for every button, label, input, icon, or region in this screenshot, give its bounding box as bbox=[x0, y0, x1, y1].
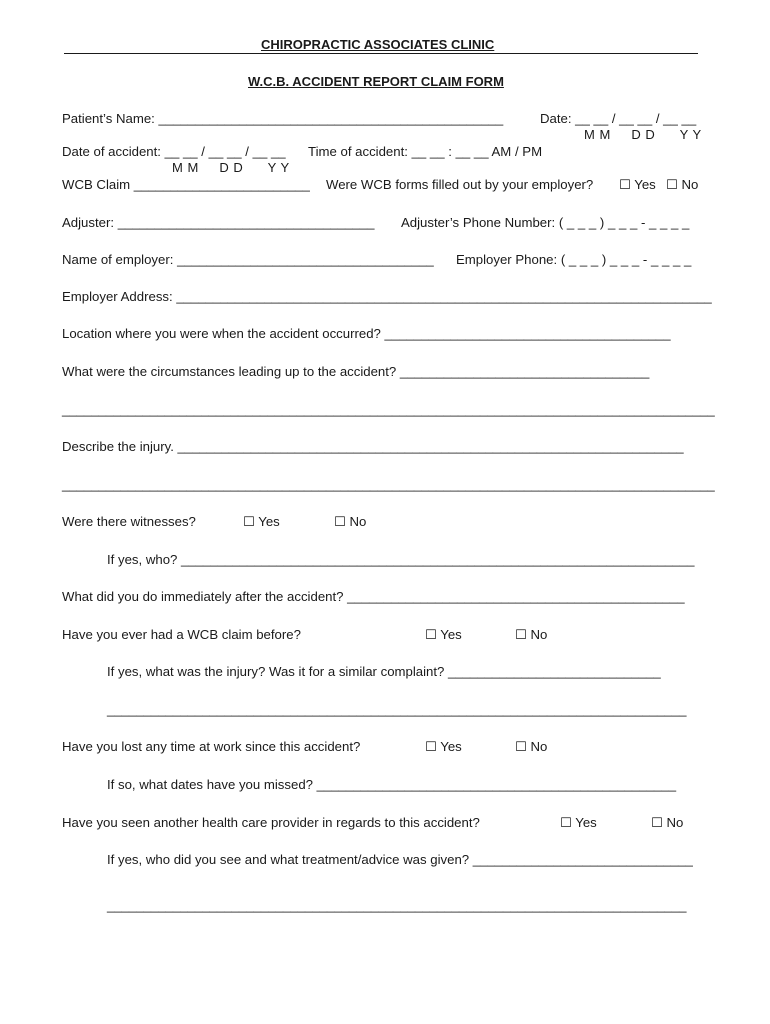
accident-date-field[interactable]: Date of accident: __ __ / __ __ / __ __ bbox=[62, 144, 286, 159]
witnesses-yes-checkbox[interactable]: ☐ Yes bbox=[243, 514, 280, 529]
missed-dates-field[interactable]: If so, what dates have you missed? _________________________________________________ bbox=[107, 777, 677, 792]
witnesses-no-checkbox[interactable]: ☐ No bbox=[334, 514, 367, 529]
employer-name-field[interactable]: Name of employer: ___________________________________ bbox=[62, 252, 434, 267]
form-title: W.C.B. ACCIDENT REPORT CLAIM FORM bbox=[248, 74, 504, 89]
prior-claim-injury-field[interactable]: If yes, what was the injury? Was it for a similar complaint? _____________________________ bbox=[107, 664, 661, 679]
other-provider-yes-checkbox[interactable]: ☐ Yes bbox=[560, 815, 597, 830]
circumstances-field[interactable]: What were the circumstances leading up to the accident? __________________________________ bbox=[62, 364, 650, 379]
employer-phone-field[interactable]: Employer Phone: ( _ _ _ ) _ _ _ - _ _ _ _ bbox=[456, 252, 692, 267]
witnesses-question: Were there witnesses? bbox=[62, 514, 196, 529]
header-divider bbox=[64, 53, 698, 54]
prior-claim-yes-checkbox[interactable]: ☐ Yes bbox=[425, 627, 462, 642]
accident-date-format-hint: M M D D Y Y bbox=[172, 160, 290, 175]
wcb-forms-no-checkbox[interactable]: ☐ No bbox=[666, 177, 699, 192]
adjuster-field[interactable]: Adjuster: ___________________________________ bbox=[62, 215, 375, 230]
other-provider-line[interactable]: _______________________________________________________________________________ bbox=[107, 898, 687, 913]
prior-claim-question: Have you ever had a WCB claim before? bbox=[62, 627, 301, 642]
lost-time-yes-checkbox[interactable]: ☐ Yes bbox=[425, 739, 462, 754]
other-provider-no-checkbox[interactable]: ☐ No bbox=[651, 815, 684, 830]
wcb-claim-field[interactable]: WCB Claim ________________________ bbox=[62, 177, 310, 192]
claim-date-field[interactable]: Date: __ __ / __ __ / __ __ bbox=[540, 111, 697, 126]
injury-description-field[interactable]: Describe the injury. _____________________________________________________________________ bbox=[62, 439, 684, 454]
patient-name-field[interactable]: Patient’s Name: _______________________________________________ bbox=[62, 111, 504, 126]
prior-claim-no-checkbox[interactable]: ☐ No bbox=[515, 627, 548, 642]
witnesses-who-field[interactable]: If yes, who? ______________________________________________________________________ bbox=[107, 552, 695, 567]
lost-time-question: Have you lost any time at work since this accident? bbox=[62, 739, 361, 754]
injury-description-line[interactable]: _________________________________________________________________________________________ bbox=[62, 477, 715, 492]
claim-date-format-hint: M M D D Y Y bbox=[584, 127, 702, 142]
employer-address-field[interactable]: Employer Address: _________________________________________________________________________ bbox=[62, 289, 712, 304]
prior-claim-line[interactable]: _______________________________________________________________________________ bbox=[107, 702, 687, 717]
lost-time-no-checkbox[interactable]: ☐ No bbox=[515, 739, 548, 754]
other-provider-details-field[interactable]: If yes, who did you see and what treatment/advice was given? ______________________________ bbox=[107, 852, 693, 867]
immediate-actions-field[interactable]: What did you do immediately after the accident? ______________________________________________ bbox=[62, 589, 685, 604]
wcb-forms-yes-checkbox[interactable]: ☐ Yes bbox=[619, 177, 656, 192]
accident-time-field[interactable]: Time of accident: __ __ : __ __ AM / PM bbox=[308, 144, 543, 159]
adjuster-phone-field[interactable]: Adjuster’s Phone Number: ( _ _ _ ) _ _ _ - _ _ _ _ bbox=[401, 215, 690, 230]
wcb-forms-question: Were WCB forms filled out by your employer? bbox=[326, 177, 594, 192]
clinic-name: CHIROPRACTIC ASSOCIATES CLINIC bbox=[261, 37, 495, 52]
accident-location-field[interactable]: Location where you were when the accident occurred? _______________________________________ bbox=[62, 326, 671, 341]
other-provider-question: Have you seen another health care provider in regards to this accident? bbox=[62, 815, 480, 830]
circumstances-line[interactable]: _________________________________________________________________________________________ bbox=[62, 402, 715, 417]
